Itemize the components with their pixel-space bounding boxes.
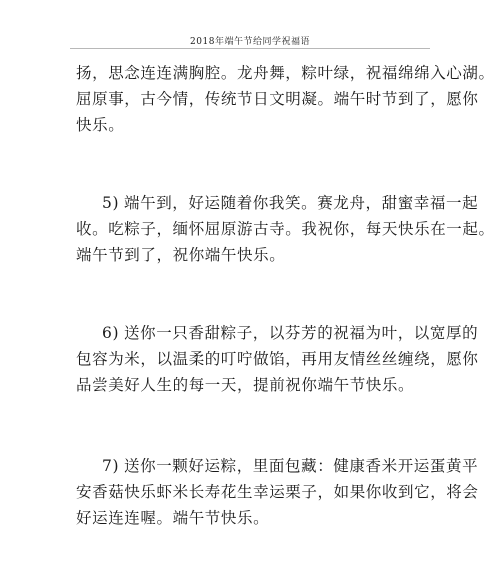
- item-number: 6): [102, 324, 120, 342]
- paragraph-line: 品尝美好人生的每一天，提前祝你端午节快乐。: [76, 376, 415, 394]
- paragraph-line: 包容为米，以温柔的叮咛做馅，再用友情丝丝缠绕，愿你: [76, 350, 479, 368]
- paragraph-text: 端午到，好运随着你我笑。赛龙舟，甜蜜幸福一起: [124, 194, 479, 212]
- paragraph-item-6: [76, 320, 479, 398]
- paragraph-text: 送你一颗好运粽，里面包藏：健康香米开运蛋黄平: [124, 457, 479, 475]
- paragraph-text: 送你一只香甜粽子，以芬芳的祝福为叶，以宽厚的: [124, 324, 479, 342]
- paragraph-item-7: [76, 453, 479, 531]
- paragraph-line: 扬，思念连连满胸腔。龙舟舞，粽叶绿，祝福绵绵入心湖。: [76, 64, 495, 82]
- item-number: 5): [102, 194, 120, 212]
- paragraph-line: 收。吃粽子，缅怀屈原游古寺。我祝你，每天快乐在一起。: [76, 220, 495, 238]
- paragraph-continuation: [76, 60, 495, 138]
- paragraph-line: 端午节到了，祝你端午快乐。: [76, 246, 286, 264]
- paragraph-item-5: [76, 190, 495, 268]
- paragraph-first-line: [76, 453, 479, 479]
- paragraph-first-line: [76, 190, 479, 216]
- header-divider: [70, 48, 430, 49]
- page-header: 2018年端午节给同学祝福语: [190, 37, 310, 47]
- paragraph-first-line: [76, 320, 479, 346]
- item-number: 7): [102, 457, 120, 475]
- paragraph-line: 安香菇快乐虾米长寿花生幸运栗子，如果你收到它，将会: [76, 483, 479, 501]
- paragraph-line: 快乐。: [76, 116, 125, 134]
- paragraph-line: 好运连连喔。端午节快乐。: [76, 509, 270, 527]
- paragraph-line: 屈原事，古今情，传统节日文明凝。端午时节到了，愿你: [76, 90, 479, 108]
